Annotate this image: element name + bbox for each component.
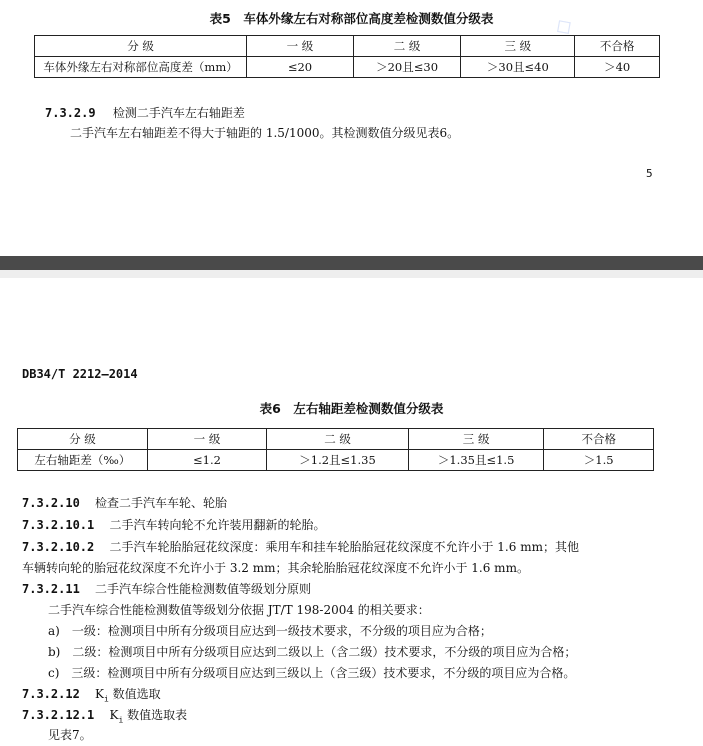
subscript: i bbox=[104, 694, 109, 704]
section-7-3-2-10-2 bbox=[22, 538, 579, 555]
table6-title: 表6 左右轴距差检测数值分级表 bbox=[259, 401, 444, 416]
section-paragraph: 二手汽车综合性能检测数值等级划分依据 JT/T 198-2004 的相关要求： bbox=[48, 603, 430, 617]
list-item-b: b) 二级：检测项目中所有分级项目应达到二级以上（含二级）技术要求，不分级的项目应为合格； bbox=[48, 645, 577, 659]
table5-data-row bbox=[35, 57, 660, 78]
watermark-graphic: ◇ bbox=[549, 11, 578, 42]
table6-cell: ≤1.2 bbox=[147, 450, 266, 471]
list-item-c: c) 三级：检测项目中所有分级项目应达到三级以上（含三级）技术要求，不分级的项目应为合格。 bbox=[48, 666, 576, 680]
section-title: 检查二手汽车车轮、轮胎 bbox=[95, 496, 228, 510]
table5-header-cell: 二 级 bbox=[353, 36, 461, 57]
list-item-a: a) 一级：检测项目中所有分级项目应达到一级技术要求，不分级的项目应为合格； bbox=[48, 624, 492, 638]
section-paragraph: 见表7。 bbox=[48, 728, 92, 742]
table6-cell: ＞1.2且≤1.35 bbox=[267, 450, 409, 471]
section-number: 7.3.2.12.1 bbox=[22, 708, 95, 722]
subscript: i bbox=[118, 715, 124, 725]
section-7-3-2-12-1 bbox=[22, 706, 187, 724]
section-title-rest: 数值选取 bbox=[108, 687, 161, 701]
table5-cell: 车体外缘左右对称部位高度差（mm） bbox=[35, 57, 247, 78]
page-1 bbox=[0, 0, 703, 256]
table5-header-cell: 一 级 bbox=[247, 36, 354, 57]
table5-header-cell: 分 级 bbox=[35, 36, 247, 57]
section-number: 7.3.2.9 bbox=[45, 106, 96, 120]
section-title: 二手汽车综合性能检测数值等级划分原则 bbox=[95, 582, 312, 596]
section-7-3-2-12 bbox=[22, 685, 161, 703]
section-title-rest: 数值选取表 bbox=[123, 708, 188, 722]
table5-header-row bbox=[35, 36, 660, 57]
table6-cell: ＞1.35且≤1.5 bbox=[408, 450, 544, 471]
section-7-3-2-9 bbox=[45, 104, 245, 121]
table6-header-cell: 不合格 bbox=[544, 429, 654, 450]
section-number: 7.3.2.10 bbox=[22, 496, 80, 510]
table5-cell: ≤20 bbox=[247, 57, 354, 78]
section-text: 二手汽车转向轮不允许装用翻新的轮胎。 bbox=[109, 518, 326, 532]
section-7-3-2-11 bbox=[22, 580, 311, 597]
table5-header-cell: 三 级 bbox=[461, 36, 575, 57]
section-7-3-2-10-1 bbox=[22, 516, 326, 533]
section-7-3-2-10 bbox=[22, 494, 227, 511]
table5-cell: ＞20且≤30 bbox=[353, 57, 461, 78]
section-number: 7.3.2.12 bbox=[22, 687, 80, 701]
section-number: 7.3.2.10.1 bbox=[22, 518, 95, 532]
table6-header-cell: 三 级 bbox=[408, 429, 544, 450]
section-text: 二手汽车轮胎胎冠花纹深度：乘用车和挂车轮胎胎冠花纹深度不允许小于 1.6 mm；其他 bbox=[109, 540, 579, 554]
page-number: 5 bbox=[646, 167, 653, 180]
page-2 bbox=[0, 278, 703, 746]
table5 bbox=[34, 35, 660, 78]
table5-header-cell: 不合格 bbox=[575, 36, 660, 57]
table6-header-cell: 二 级 bbox=[267, 429, 409, 450]
section-title-k: K bbox=[109, 708, 119, 722]
section-title: 检测二手汽车左右轴距差 bbox=[112, 106, 245, 120]
table6 bbox=[17, 428, 654, 471]
section-number: 7.3.2.11 bbox=[22, 582, 80, 596]
page-divider bbox=[0, 256, 703, 270]
table6-cell: ＞1.5 bbox=[544, 450, 654, 471]
section-title-k: K bbox=[95, 687, 104, 701]
table6-header-row bbox=[18, 429, 654, 450]
table5-cell: ＞30且≤40 bbox=[461, 57, 575, 78]
table5-title: 表5 车体外缘左右对称部位高度差检测数值分级表 bbox=[209, 11, 494, 26]
table5-cell: ＞40 bbox=[575, 57, 660, 78]
table6-cell: 左右轴距差（‰） bbox=[18, 450, 148, 471]
section-number: 7.3.2.10.2 bbox=[22, 540, 95, 554]
section-text-continued: 车辆转向轮的胎冠花纹深度不允许小于 3.2 mm；其余轮胎胎冠花纹深度不允许小于 1.6 mm。 bbox=[22, 561, 529, 575]
table6-header-cell: 分 级 bbox=[18, 429, 148, 450]
page-gap bbox=[0, 270, 703, 278]
table6-data-row bbox=[18, 450, 654, 471]
document-id: DB34/T 2212—2014 bbox=[22, 367, 138, 381]
table6-header-cell: 一 级 bbox=[147, 429, 266, 450]
section-paragraph: 二手汽车左右轴距差不得大于轴距的 1.5/1000。其检测数值分级见表6。 bbox=[70, 126, 460, 140]
